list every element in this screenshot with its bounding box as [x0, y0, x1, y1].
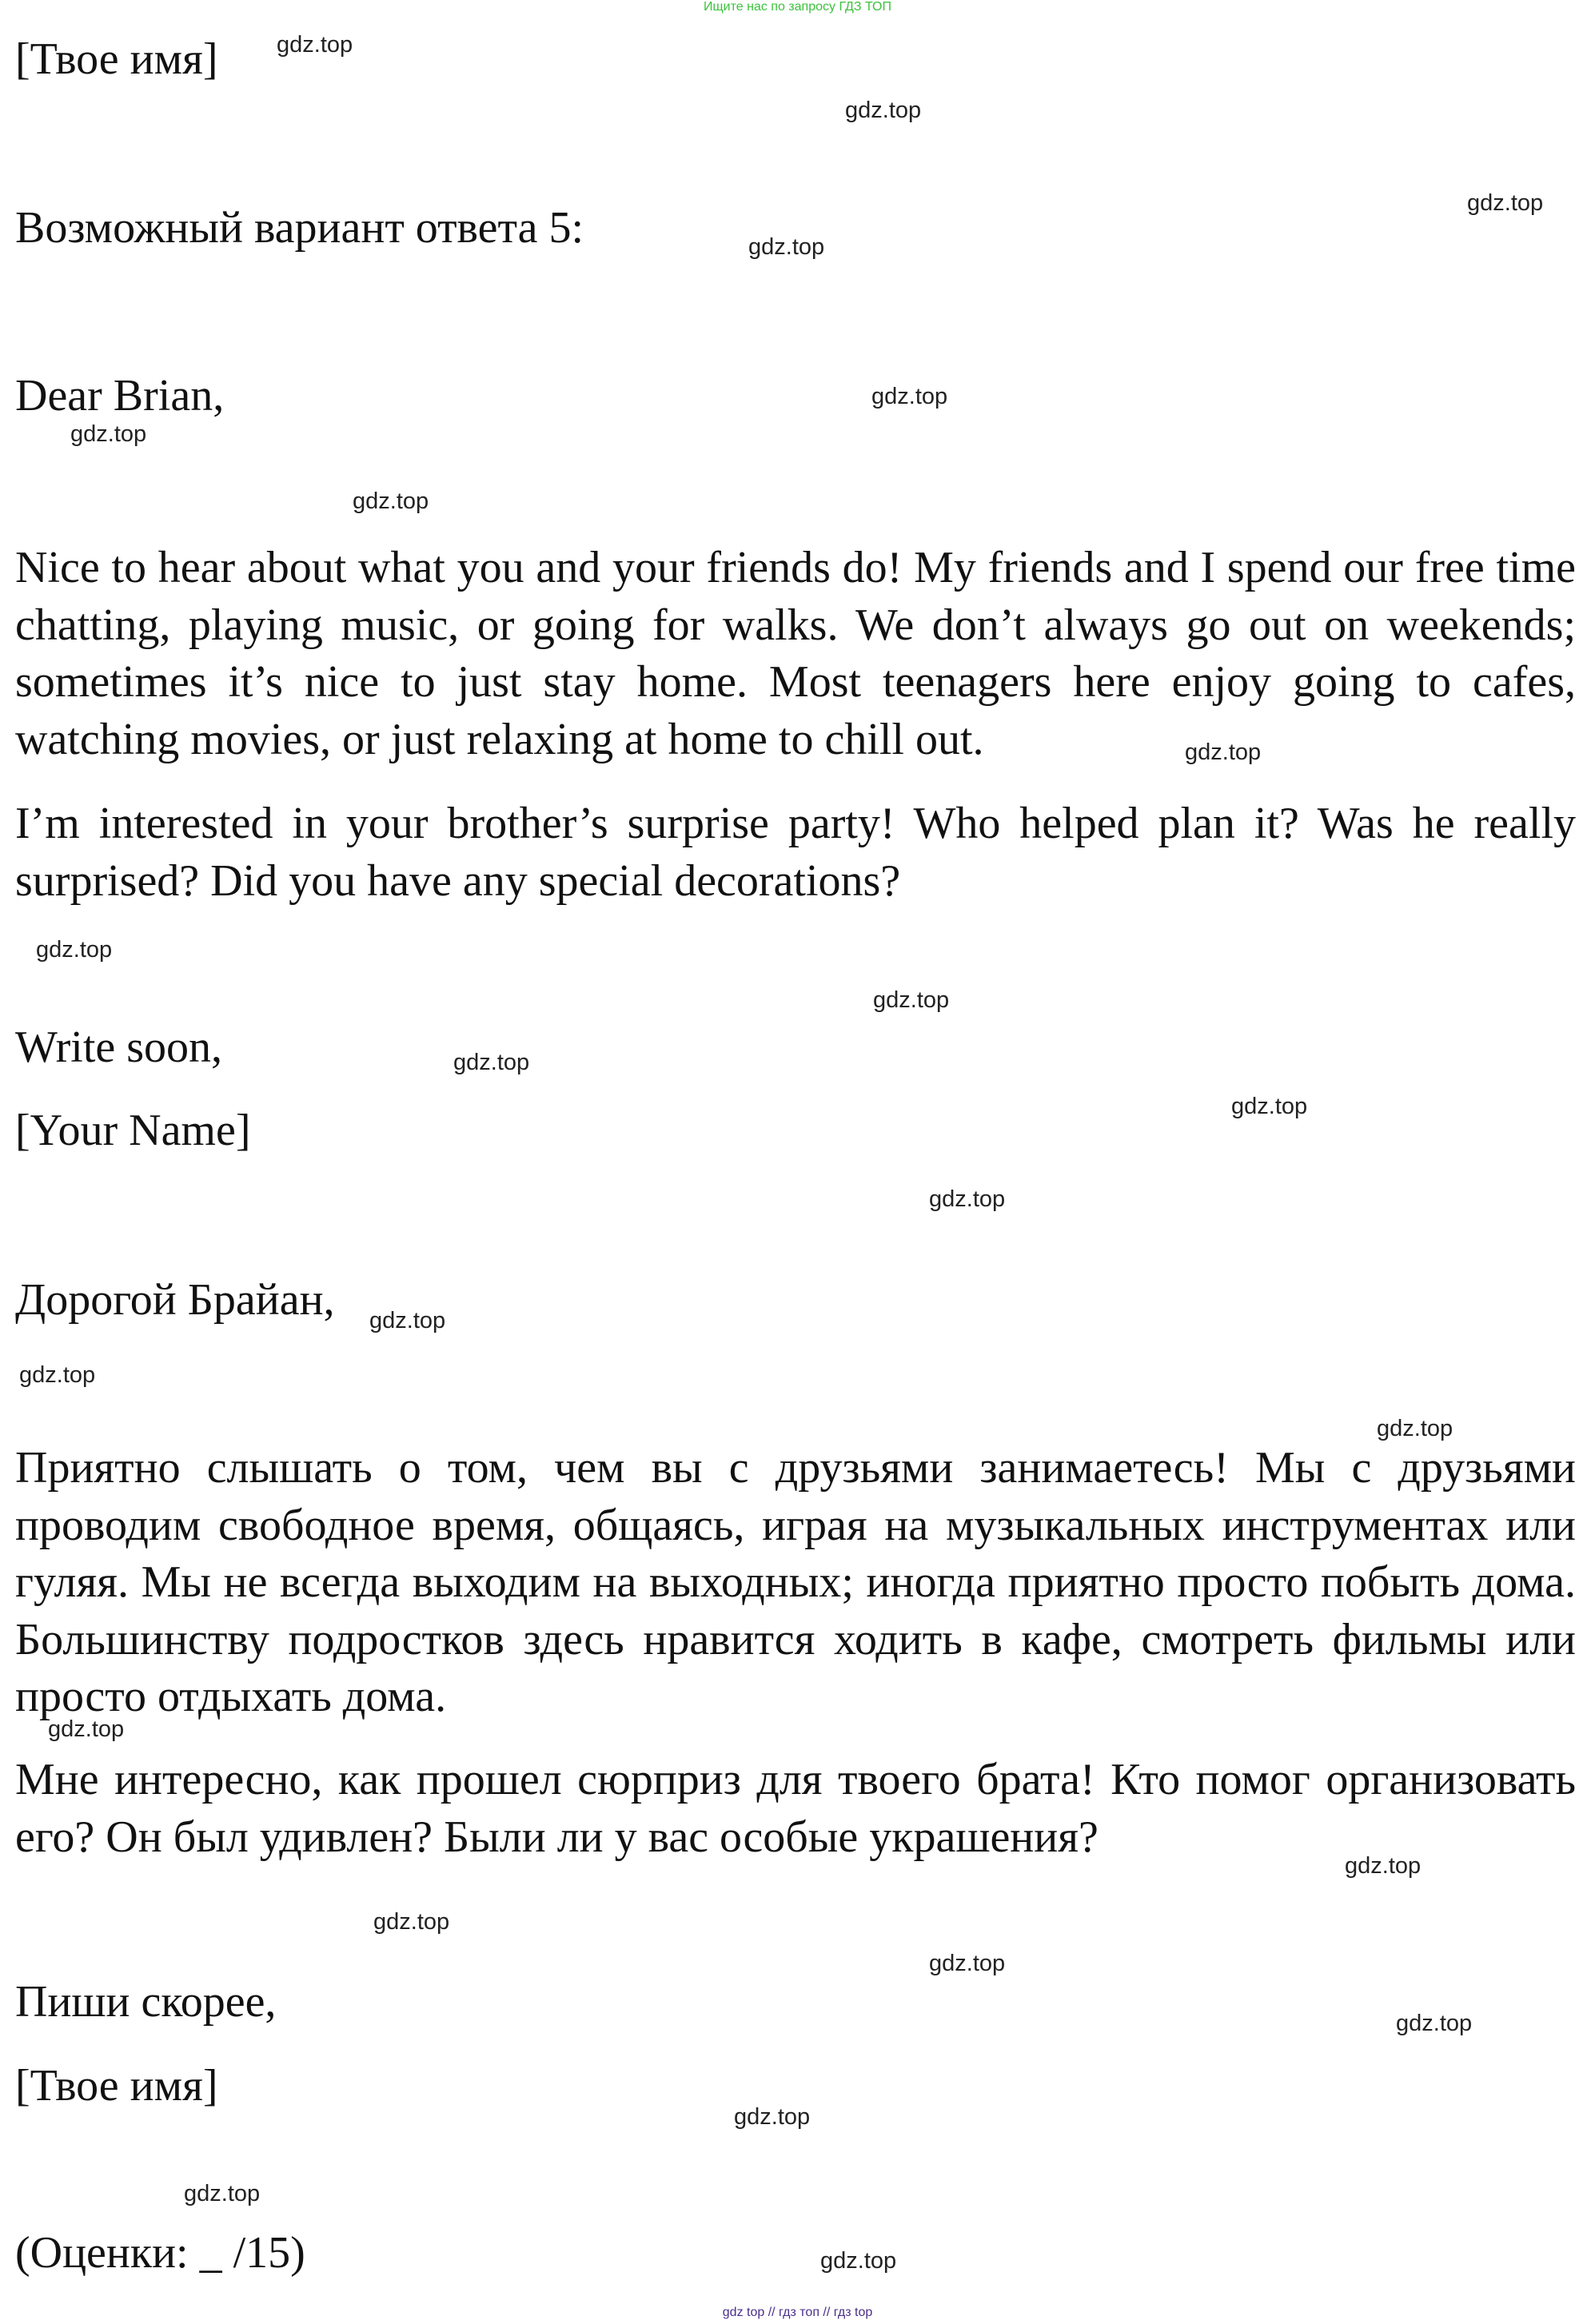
header-note: Ищите нас по запросу ГДЗ ТОП [704, 0, 891, 14]
watermark: gdz.top [373, 1909, 450, 1935]
watermark: gdz.top [871, 384, 948, 409]
russian-signature: [Твое имя] [15, 2061, 218, 2111]
variant-heading: Возможный вариант ответа 5: [15, 203, 584, 253]
russian-paragraph-1: Приятно слышать о том, чем вы с друзьями занимаетесь! Мы с друзьями проводим свободное время, общаясь, играя на музыкальных инструментах или гуляя. Мы не всегда выходим на выходных; иногда приятно просто побыть дома. Большинству подростков здесь нравится ходить в кафе, смотреть фильмы или просто отдыхать дома. [15, 1443, 1576, 1721]
watermark: gdz.top [353, 488, 429, 514]
watermark: gdz.top [19, 1362, 96, 1388]
footer-note: gdz top // гдз топ // гдз top [722, 2306, 873, 2319]
watermark: gdz.top [1467, 190, 1544, 216]
watermark: gdz.top [929, 1186, 1006, 1212]
watermark: gdz.top [820, 2248, 897, 2274]
watermark: gdz.top [929, 1951, 1006, 1976]
english-paragraph-1: Nice to hear about what you and your friends do! My friends and I spend our free time chatting, playing music, or going for walks. We don’t always go out on weekends; sometimes it’s nice to just stay home. Most teenagers here enjoy going to cafes, watching movies, or just relaxing at home to chill out. [15, 543, 1576, 764]
watermark: gdz.top [873, 987, 950, 1013]
watermark: gdz.top [277, 32, 353, 58]
watermark: gdz.top [1185, 739, 1262, 765]
watermark: gdz.top [48, 1716, 125, 1742]
watermark: gdz.top [369, 1308, 446, 1333]
watermark: gdz.top [1231, 1094, 1308, 1119]
watermark: gdz.top [734, 2104, 811, 2130]
english-paragraph-2: I’m interested in your brother’s surprise party! Who helped plan it? Was he really surprised? Did you have any special decorations? [15, 799, 1576, 906]
russian-closing: Пиши скорее, [15, 1977, 277, 2027]
russian-paragraph-2: Мне интересно, как прошел сюрприз для твоего брата! Кто помог организовать его? Он был удивлен? Были ли у вас особые украшения? [15, 1755, 1576, 1862]
watermark: gdz.top [1345, 1853, 1422, 1879]
watermark: gdz.top [845, 98, 922, 123]
english-closing: Write soon, [15, 1022, 223, 1072]
watermark: gdz.top [1377, 1416, 1453, 1441]
watermark: gdz.top [184, 2181, 261, 2206]
watermark: gdz.top [453, 1050, 530, 1075]
watermark: gdz.top [36, 937, 113, 963]
watermark: gdz.top [1396, 2011, 1473, 2036]
english-signature: [Your Name] [15, 1106, 251, 1155]
watermark: gdz.top [748, 234, 825, 260]
english-greeting: Dear Brian, [15, 371, 225, 421]
score: (Оценки: _ /15) [15, 2228, 305, 2278]
russian-greeting: Дорогой Брайан, [15, 1275, 335, 1325]
top-signature: [Твое имя] [15, 34, 218, 84]
watermark: gdz.top [70, 421, 147, 447]
